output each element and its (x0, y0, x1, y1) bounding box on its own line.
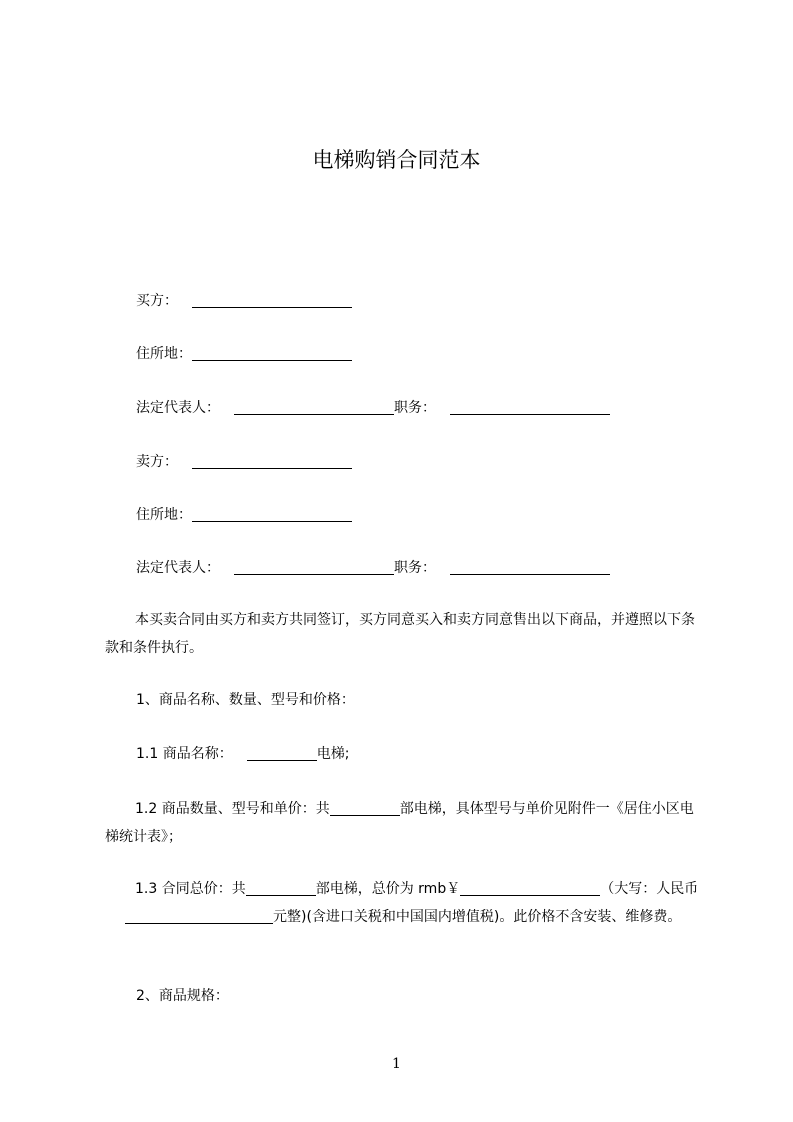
item-1-2-suffix: 部电梯，具体型号与单价见附件一《居住小区电梯统计表》； (105, 801, 694, 845)
seller-rep-line (136, 558, 610, 578)
seller-label: 卖方： (136, 454, 178, 470)
seller-position-label: 职务： (394, 560, 436, 576)
buyer-line (136, 291, 352, 311)
section2-heading: 2、商品规格： (136, 988, 229, 1004)
buyer-address-blank (192, 345, 352, 361)
item-1-1-prefix: 1.1 商品名称： (136, 746, 233, 762)
item-1-2-prefix: 1.2 商品数量、型号和单价：共 (135, 801, 330, 817)
seller-address-label: 住所地： (136, 507, 192, 523)
buyer-position-blank (450, 399, 610, 415)
item-1-3-amount-blank (460, 880, 600, 896)
seller-rep-label: 法定代表人： (136, 560, 220, 576)
buyer-position-label: 职务： (394, 400, 436, 416)
item-1-3 (105, 875, 705, 931)
seller-address-blank (192, 506, 352, 522)
item-1-2-blank (330, 800, 400, 816)
item-1-1-suffix: 电梯; (316, 746, 350, 762)
buyer-address-label: 住所地： (136, 346, 192, 362)
seller-rep-blank (234, 559, 394, 575)
section1-heading: 1、商品名称、数量、型号和价格： (136, 692, 355, 708)
buyer-rep-blank (234, 399, 394, 415)
item-1-3-prefix: 1.3 合同总价：共 (135, 881, 246, 897)
buyer-address-line (136, 344, 352, 364)
buyer-blank (192, 292, 352, 308)
document-title: 电梯购销合同范本 (312, 148, 481, 172)
item-1-1 (136, 744, 349, 764)
buyer-rep-line (136, 398, 610, 418)
item-1-3-words-blank (125, 908, 273, 924)
intro-paragraph (105, 606, 705, 662)
item-1-1-blank (247, 745, 317, 761)
seller-blank (192, 453, 352, 469)
item-1-3-mid1: 部电梯，总价为 rmb￥ (315, 881, 461, 897)
item-1-3-mid2: （大写：人民币 (600, 881, 699, 897)
page-number: 1 (392, 1056, 401, 1072)
item-1-3-count-blank (246, 880, 316, 896)
intro-text: 本买卖合同由买方和卖方共同签订，买方同意买入和卖方同意售出以下商品，并遵照以下条款和条件执行。 (105, 612, 695, 656)
item-1-3-suffix: 元整)(含进口关税和中国国内增值税)。此价格不含安装、维修费。 (273, 909, 682, 925)
buyer-rep-label: 法定代表人： (136, 400, 220, 416)
buyer-label: 买方： (136, 293, 178, 309)
seller-line (136, 452, 352, 472)
seller-address-line (136, 505, 352, 525)
seller-position-blank (450, 559, 610, 575)
item-1-2 (105, 795, 705, 851)
